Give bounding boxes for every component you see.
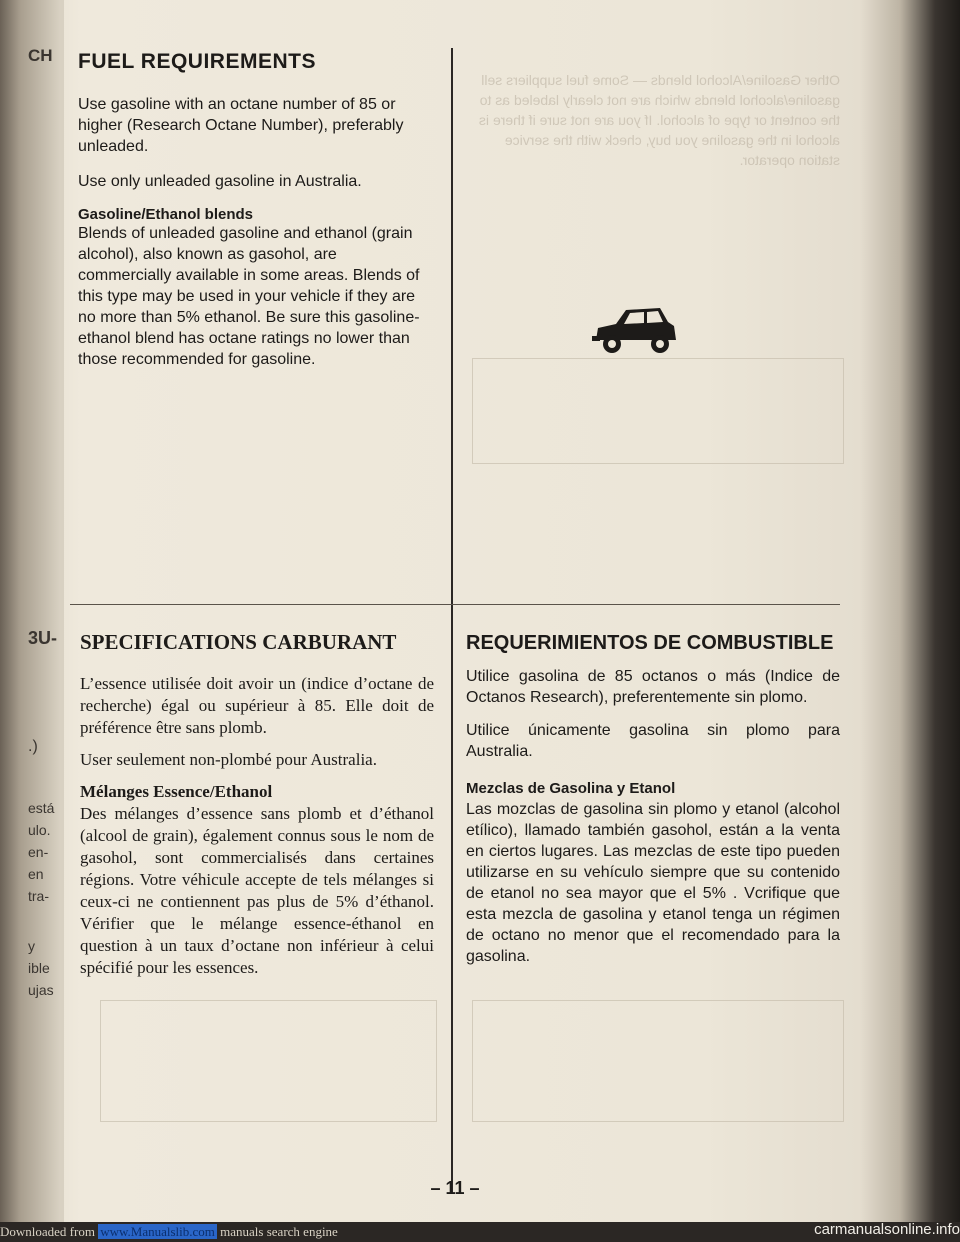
strip-text: CH [28,46,53,65]
column-divider [451,48,453,1193]
strip-text: en- [28,844,49,860]
french-paragraph-3: Des mélanges d’essence sans plomb et d’éthanol (alcool de grain), également connus sous le nom de gasohol, sont commercialisés dans certaines régions. Votre véhicule accepte de tels mélanges si ceux-ci ne contiennent pas plus de 5% d’éthanol. Vérifier que le mélange essence-éthanol en question à un taux d’octane non inférieur à celui spécifié pour les essences. [80,804,434,977]
spanish-paragraph-3: Las mozclas de gasolina sin plomo y etanol (alcohol etílico), llamado también gasohol, están a la venta en ciertos lugares. Las mezclas de este tipo pueden utilizarse en su vehículo siempre que su contenido de etanol no sea mayor que el 5% . Vcrifique que esta mezcla de gasolina y etanol tenga un régimen de octano no menor que el recomendado para la gasolina. [466,801,840,965]
strip-text: ible [28,960,50,976]
spanish-section [466,632,840,979]
download-footer [0,1222,960,1242]
footer-brand[interactable]: carmanualsonline.info [814,1221,960,1238]
section-divider [70,604,840,605]
page-number: – 11 – [430,1178,480,1198]
strip-text: en [28,866,44,882]
strip-text: .) [28,738,38,755]
english-paragraph-1: Use gasoline with an octane number of 85 or higher (Research Octane Number), preferably unleaded. [78,96,404,155]
strip-text: y [28,938,35,954]
spanish-paragraph-2: Utilice únicamente gasolina sin plomo para Australia. [466,722,840,760]
spanish-title: REQUERIMIENTOS DE COMBUSTIBLE [466,632,834,654]
french-subheading: Mélanges Essence/Ethanol [80,782,273,801]
english-title: FUEL REQUIREMENTS [78,50,316,73]
spanish-paragraph-1: Utilice gasolina de 85 octanos o más (Indice de Octanos Research), preferentemente sin plomo. [466,668,840,706]
french-paragraph-2: User seulement non-plombé pour Australia. [80,750,377,769]
strip-text: ulo. [28,822,51,838]
strip-text: ujas [28,982,54,998]
adjacent-page-edge [0,0,64,1242]
english-paragraph-2: Use only unleaded gasoline in Australia. [78,173,362,190]
strip-text: está [28,800,55,816]
footer-link[interactable]: www.Manualslib.com [100,1224,215,1239]
footer-suffix: manuals search engine [220,1224,338,1239]
strip-text: 3U- [28,628,58,648]
strip-text: tra- [28,888,49,904]
show-through-box [472,358,844,464]
french-section [80,630,434,989]
english-subheading: Gasoline/Ethanol blends [78,206,254,223]
english-section [78,50,434,384]
show-through-text: Other Gasoline/Alcohol blends — Some fuel suppliers sell gasoline/alcohol blends which are not clearly labeled as to the content or type of alcohol. If you are not sure if there is alcohol in the gasoline you buy, check with the service station operator. [478,72,840,168]
english-paragraph-3: Blends of unleaded gasoline and ethanol (grain alcohol), also known as gasohol, are commercially available in some areas. Blends of this type may be used in your vehicle if they are no more than 5% ethanol. Be sure this gasoline-ethanol blend has octane ratings no lower than those recommended for gasoline. [78,225,420,368]
spanish-subheading: Mezclas de Gasolina y Etanol [466,780,676,797]
car-icon [590,300,680,360]
show-through-box [472,1000,844,1122]
footer-prefix: Downloaded from [0,1224,95,1239]
french-title: SPECIFICATIONS CARBURANT [80,630,397,654]
show-through-box [100,1000,437,1122]
french-paragraph-1: L’essence utilisée doit avoir un (indice d’octane de recherche) égal ou supérieur à 85. Elle doit de préférence être sans plomb. [80,674,434,737]
